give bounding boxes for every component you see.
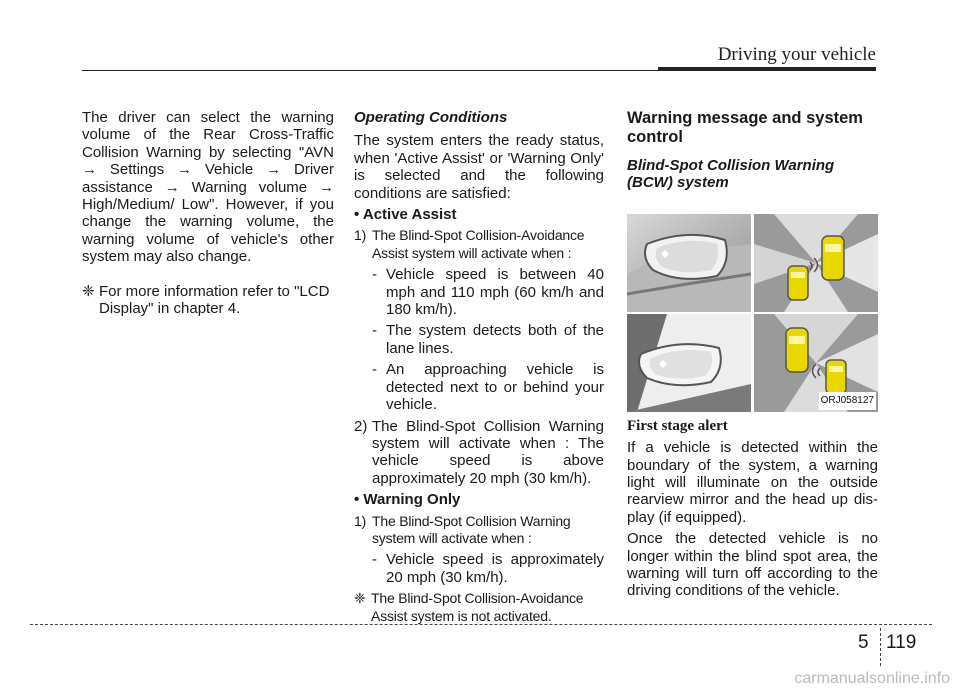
reference-note: [82, 283, 334, 318]
operating-conditions-intro: The system enters the ready status, when 'Active Assist' or 'Warning Only' is selected and the following conditions are satisfied:: [354, 132, 604, 202]
condition-subitem: - Vehicle speed is between 40 mph and 110 mph (60 km/h and 180 km/h).: [372, 266, 604, 319]
first-stage-paragraph: If a vehicle is detected within the boundary of the system, a warning light will illuminate on the outside rearview mirror and the head up dis- play (if equipped).: [627, 439, 878, 526]
figure-label: ORJ058127: [819, 392, 876, 409]
page-number: 119: [886, 632, 917, 653]
note-icon: ❈: [82, 282, 95, 300]
warning-off-paragraph: Once the detected vehicle is no longer within the blind spot area, the warning will turn off according to the driving conditions of the vehicle.: [627, 530, 878, 600]
condition-subitem: - The system detects both of the lane lines.: [372, 322, 604, 357]
warning-only-bullet: • Warning Only: [354, 491, 461, 509]
condition-item: 1) The Blind-Spot Collision Warning system will activate when :: [354, 512, 571, 546]
header-title: Driving your vehicle: [717, 44, 876, 65]
condition-subitem: - An approaching vehicle is detected next to or behind your vehicle.: [372, 361, 604, 414]
top-view-detection: [754, 214, 878, 312]
note-icon: ❈: [354, 590, 366, 607]
first-stage-alert-heading: First stage alert: [627, 417, 728, 434]
mirror-illustration: [627, 314, 751, 412]
column-1: [82, 109, 334, 317]
page-number-separator: [880, 628, 881, 666]
bcw-figure: [627, 214, 878, 412]
condition-item: 1) The Blind-Spot Collision-Avoidance Assist system will activate when :: [354, 227, 585, 261]
condition-item: 2) The Blind-Spot Collision Warning system will activate when : The vehicle speed is above approximately 20 mph (30 km/h).: [354, 417, 604, 487]
mirror-illustration: [627, 214, 751, 312]
not-activated-note: [354, 590, 604, 625]
not-activated-note-text: The Blind-Spot Collision-Avoidance Assist system is not activated.: [371, 590, 584, 624]
column-3: [627, 109, 878, 600]
warning-message-heading: Warning message and system control: [627, 109, 863, 146]
watermark: carmanualsonline.info: [794, 670, 950, 687]
operating-conditions-heading: Operating Conditions: [354, 109, 508, 126]
bcw-subheading: Blind-Spot Collision Warning (BCW) system: [627, 157, 835, 192]
active-assist-bullet: • Active Assist: [354, 206, 457, 224]
footer-rule: [30, 624, 932, 625]
reference-note-text: For more information refer to "LCD Display" in chapter 4.: [99, 282, 330, 318]
section-number: 5: [858, 632, 869, 653]
header-rule-accent: [658, 67, 876, 71]
column-2: [354, 109, 604, 625]
warning-volume-paragraph: The driver can select the warning volume of the Rear Cross-Traffic Collision Warning by selecting "AVN → Settings → Vehicle → Driver assistance → Warning volume → High/Medium/ Low". However, if you change the warning volume, the warning volume of vehicle's other system may also change.: [82, 109, 334, 266]
condition-subitem: - Vehicle speed is approximately 20 mph (30 km/h).: [372, 551, 604, 586]
